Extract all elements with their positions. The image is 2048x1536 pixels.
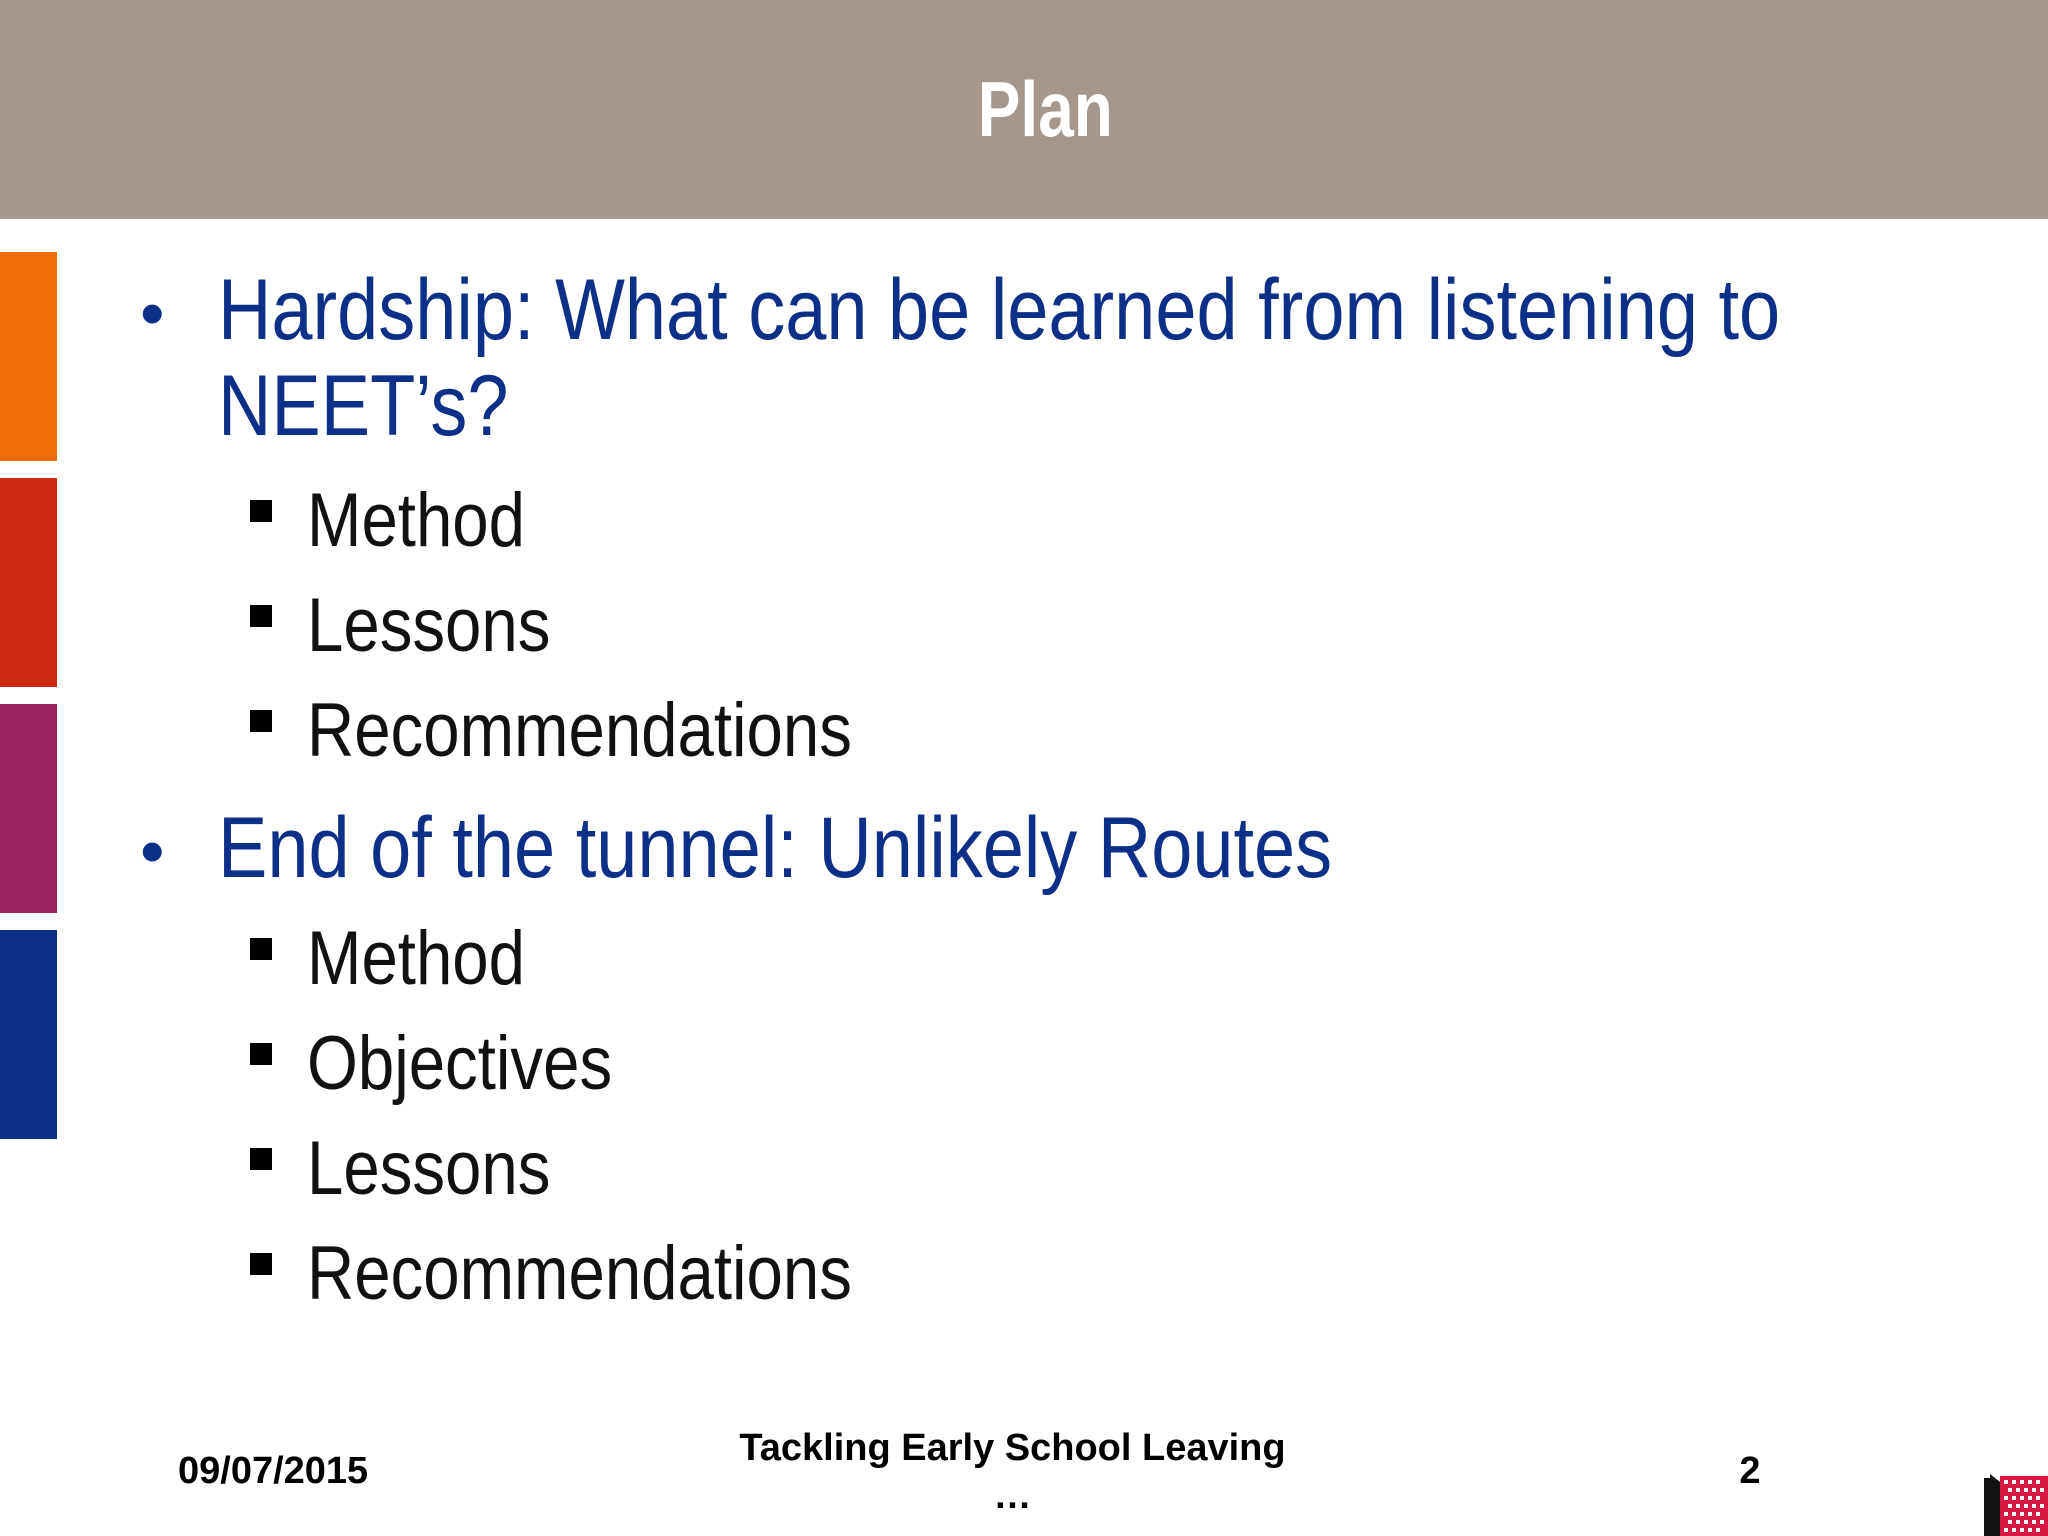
bullet-icon: •	[140, 812, 165, 890]
square-bullet-icon	[250, 710, 272, 732]
list-item: Method	[307, 478, 526, 563]
list-item: Lessons	[307, 583, 551, 668]
square-bullet-icon	[250, 1043, 272, 1065]
university-crest-icon	[1978, 1468, 2048, 1536]
square-bullet-icon	[250, 1253, 272, 1275]
section-heading-continued: NEET’s?	[218, 358, 509, 454]
slide-title: Plan	[977, 65, 1113, 153]
section-heading: Hardship: What can be learned from listening to	[218, 262, 1781, 358]
square-bullet-icon	[250, 938, 272, 960]
square-bullet-icon	[250, 500, 272, 522]
page-number: 2	[1739, 1450, 1761, 1492]
footer-title-ellipsis: …	[993, 1475, 1032, 1517]
list-item: Recommendations	[307, 688, 852, 773]
list-item: Lessons	[307, 1126, 551, 1211]
bullet-icon: •	[140, 274, 165, 352]
footer-date: 09/07/2015	[178, 1450, 369, 1492]
footer-title	[700, 1424, 1325, 1520]
list-item: Method	[307, 916, 526, 1001]
square-bullet-icon	[250, 605, 272, 627]
list-item: Recommendations	[307, 1231, 852, 1316]
section-heading: End of the tunnel: Unlikely Routes	[218, 800, 1333, 896]
list-item: Objectives	[307, 1021, 613, 1106]
square-bullet-icon	[250, 1148, 272, 1170]
footer-title-line: Tackling Early School Leaving	[739, 1427, 1286, 1469]
